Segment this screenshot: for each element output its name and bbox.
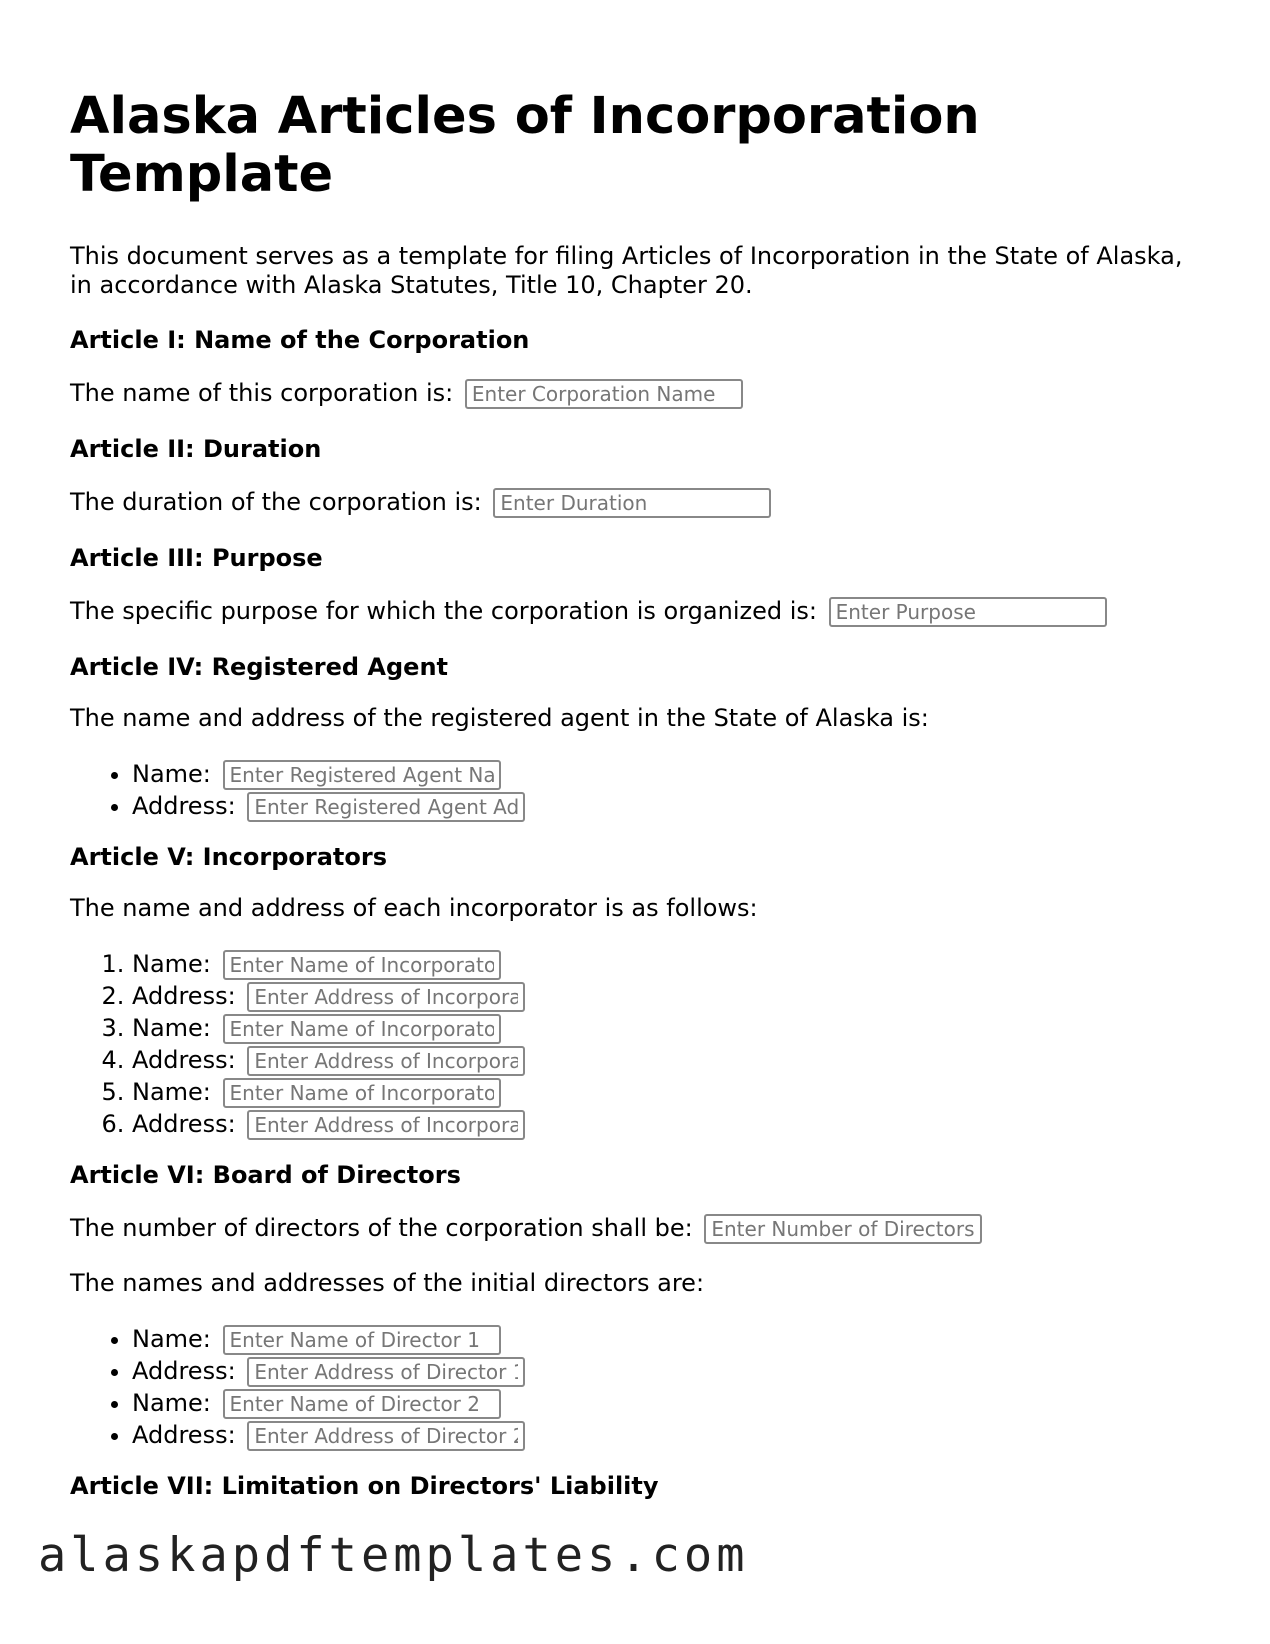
incorporator-2-name-label: Name: bbox=[132, 1014, 211, 1042]
director-1-name-label: Name: bbox=[132, 1325, 211, 1353]
director-2-address-input[interactable] bbox=[247, 1421, 525, 1451]
list-item bbox=[132, 1044, 1200, 1076]
list-item bbox=[132, 790, 1200, 822]
incorporator-3-name-input[interactable] bbox=[223, 1078, 501, 1108]
director-2-name-label: Name: bbox=[132, 1389, 211, 1417]
list-item bbox=[132, 980, 1200, 1012]
incorporator-1-address-label: Address: bbox=[132, 982, 236, 1010]
article-4-text: The name and address of the registered agent in the State of Alaska is: bbox=[70, 704, 929, 732]
article-6-line bbox=[70, 1212, 1200, 1244]
article-2-line bbox=[70, 486, 1200, 518]
list-item bbox=[132, 1355, 1200, 1387]
list-item bbox=[132, 1108, 1200, 1140]
list-item bbox=[132, 1419, 1200, 1451]
director-1-address-input[interactable] bbox=[247, 1357, 525, 1387]
article-3-heading: Article III: Purpose bbox=[70, 544, 323, 572]
incorporator-3-address-label: Address: bbox=[132, 1110, 236, 1138]
incorporator-2-name-input[interactable] bbox=[223, 1014, 501, 1044]
incorporator-2-address-input[interactable] bbox=[247, 1046, 525, 1076]
list-item bbox=[132, 1076, 1200, 1108]
list-item bbox=[132, 948, 1200, 980]
incorporator-1-name-input[interactable] bbox=[223, 950, 501, 980]
incorporator-3-address-input[interactable] bbox=[247, 1110, 525, 1140]
registered-agent-name-label: Name: bbox=[132, 760, 211, 788]
list-item bbox=[132, 1387, 1200, 1419]
director-2-name-input[interactable] bbox=[223, 1389, 501, 1419]
article-1-heading: Article I: Name of the Corporation bbox=[70, 326, 530, 354]
incorporator-1-name-label: Name: bbox=[132, 950, 211, 978]
article-1-text: The name of this corporation is: bbox=[70, 379, 454, 407]
article-6-text: The number of directors of the corporation shall be: bbox=[70, 1214, 693, 1242]
article-3-line bbox=[70, 595, 1200, 627]
page-title: Alaska Articles of Incorporation Template bbox=[70, 87, 980, 204]
intro-paragraph: This document serves as a template for filing Articles of Incorporation in the State of Alaska, in accordance with Alaska Statutes, Title 10, Chapter 20. bbox=[70, 242, 1183, 299]
article-2-text: The duration of the corporation is: bbox=[70, 488, 482, 516]
document-page bbox=[70, 88, 1200, 1523]
article-2-heading: Article II: Duration bbox=[70, 435, 322, 463]
director-1-address-label: Address: bbox=[132, 1357, 236, 1385]
article-3-text: The specific purpose for which the corporation is organized is: bbox=[70, 597, 817, 625]
incorporator-1-address-input[interactable] bbox=[247, 982, 525, 1012]
article-1-line bbox=[70, 377, 1200, 409]
list-item bbox=[132, 1012, 1200, 1044]
article-7-heading: Article VII: Limitation on Directors' Liability bbox=[70, 1472, 659, 1500]
incorporator-3-name-label: Name: bbox=[132, 1078, 211, 1106]
corporation-name-input[interactable] bbox=[465, 379, 743, 409]
article-5-heading: Article V: Incorporators bbox=[70, 843, 387, 871]
directors-list bbox=[70, 1323, 1200, 1451]
registered-agent-address-label: Address: bbox=[132, 792, 236, 820]
incorporator-2-address-label: Address: bbox=[132, 1046, 236, 1074]
registered-agent-name-input[interactable] bbox=[223, 760, 501, 790]
article-4-heading: Article IV: Registered Agent bbox=[70, 653, 449, 681]
list-item bbox=[132, 1323, 1200, 1355]
watermark-text: alaskapdftemplates.com bbox=[38, 1528, 749, 1583]
incorporators-list bbox=[70, 948, 1200, 1140]
registered-agent-list bbox=[70, 758, 1200, 822]
list-item bbox=[132, 758, 1200, 790]
director-2-address-label: Address: bbox=[132, 1421, 236, 1449]
number-of-directors-input[interactable] bbox=[704, 1214, 982, 1244]
purpose-input[interactable] bbox=[829, 597, 1107, 627]
registered-agent-address-input[interactable] bbox=[247, 792, 525, 822]
article-6-text-2: The names and addresses of the initial directors are: bbox=[70, 1269, 705, 1297]
article-5-text: The name and address of each incorporator is as follows: bbox=[70, 894, 758, 922]
article-6-heading: Article VI: Board of Directors bbox=[70, 1161, 461, 1189]
duration-input[interactable] bbox=[493, 488, 771, 518]
director-1-name-input[interactable] bbox=[223, 1325, 501, 1355]
